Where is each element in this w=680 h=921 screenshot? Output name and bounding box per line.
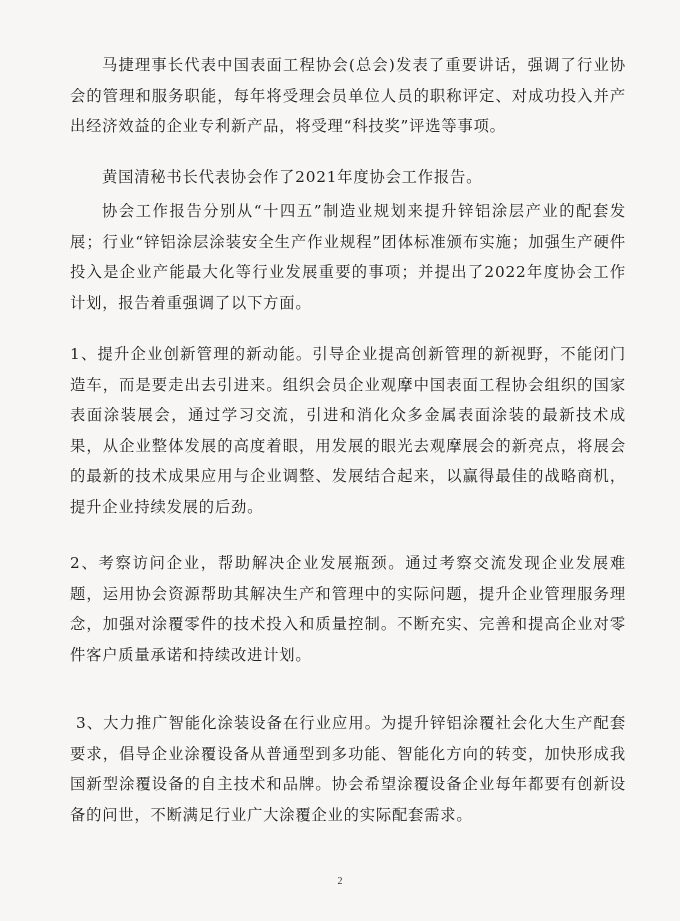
paragraph-work-report-intro: 黄国清秘书长代表协会作了2021年度协会工作报告。 <box>102 168 483 186</box>
paragraph-item-2: 2、考察访问企业，帮助解决企业发展瓶颈。通过考察交流发现企业发展难题，运用协会资源帮助其解决生产和管理中的实际问题，提升企业管理服务理念，加强对涂覆零件的技术投入和质量控制。不断充实、完善和提高企业对零件客户质量承诺和持续改进计划。 <box>70 554 626 664</box>
paragraph-speech: 马捷理事长代表中国表面工程协会(总会)发表了重要讲话，强调了行业协会的管理和服务职能，每年将受理会员单位人员的职称评定、对成功投入并产出经济效益的企业专利新产品，将受理“科技奖”评选等事项。 <box>70 56 626 136</box>
paragraph-item-1: 1、提升企业创新管理的新动能。引导企业提高创新管理的新视野，不能闭门造车，而是要走出去引进来。组织会员企业观摩中国表面工程协会组织的国家表面涂装展会，通过学习交流，引进和消化众多金属表面涂装的最新技术成果，从企业整体发展的高度着眼，用发展的眼光去观摩展会的新亮点，将展会的最新的技术成果应用与企业调整、发展结合起来，以赢得最佳的战略商机，提升企业持续发展的后劲。 <box>70 345 626 516</box>
page-number: 2 <box>337 876 343 887</box>
paragraph-work-report-summary: 协会工作报告分别从“十四五”制造业规划来提升锌铝涂层产业的配套发展；行业“锌铝涂层涂装安全生产作业规程”团体标准颁布实施；加强生产硬件投入是企业产能最大化等行业发展重要的事项；并提出了2022年度协会工作计划，报告着重强调了以下方面。 <box>70 202 626 312</box>
paragraph-item-3: 3、大力推广智能化涂装设备在行业应用。为提升锌铝涂覆社会化大生产配套要求，倡导企业涂覆设备从普通型到多功能、智能化方向的转变，加快形成我国新型涂覆设备的自主技术和品牌。协会希望涂覆设备企业每年都要有创新设备的问世，不断满足行业广大涂覆企业的实际配套需求。 <box>70 714 626 824</box>
